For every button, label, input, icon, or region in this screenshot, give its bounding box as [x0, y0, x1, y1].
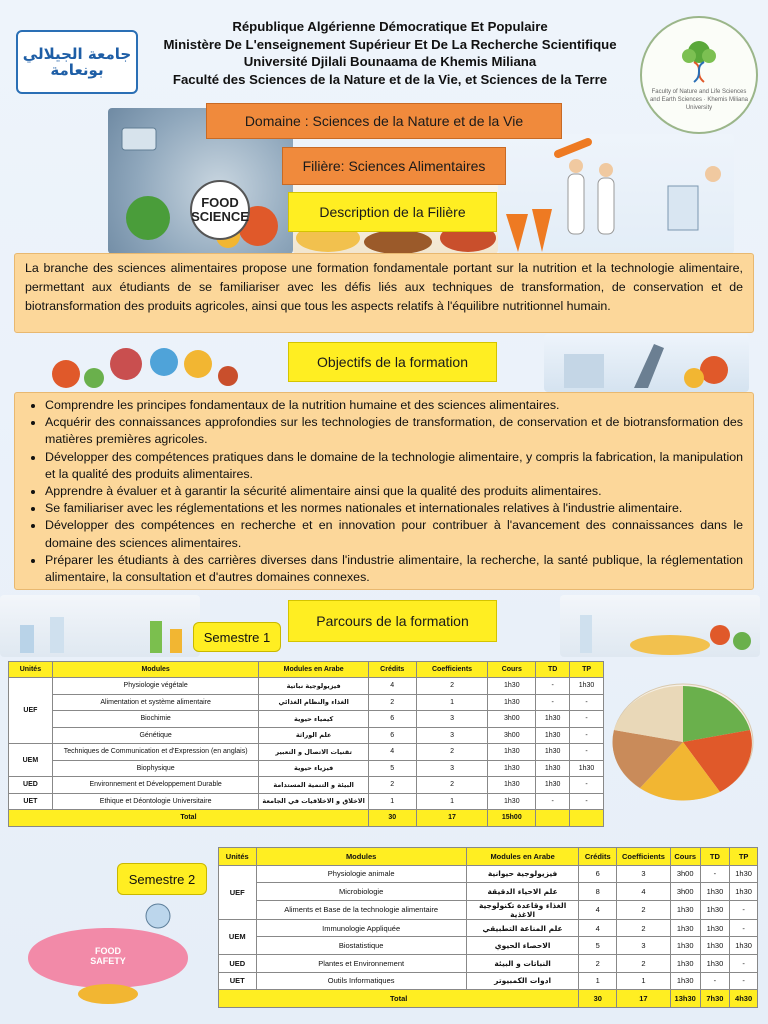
semestre1-header-row — [9, 662, 604, 678]
total-credits-cell: 30 — [579, 990, 617, 1008]
coef-cell: 1 — [416, 694, 488, 711]
tp-cell: 1h30 — [730, 937, 758, 955]
td-cell: 1h30 — [700, 954, 730, 972]
module-cell: Environnement et Développement Durable — [52, 777, 259, 794]
arabe-cell: كيمياء حيوية — [259, 711, 368, 728]
column-header: Crédits — [368, 662, 416, 678]
module-cell: Biophysique — [52, 760, 259, 777]
total-tp-cell: 4h30 — [730, 990, 758, 1008]
food-products-illustration — [560, 595, 760, 657]
logo-ring-text: Faculty of Nature and Life Sciences and Earth Sciences · Khemis Miliana University — [649, 89, 749, 111]
td-cell: 1h30 — [700, 883, 730, 901]
table-row — [9, 678, 604, 695]
column-header: Cours — [488, 662, 536, 678]
module-cell: Physiologie animale — [256, 865, 466, 883]
td-cell: 1h30 — [536, 711, 570, 728]
dna-tree-icon — [674, 38, 724, 88]
objectifs-panel — [14, 392, 754, 590]
table-row — [219, 972, 758, 990]
cours-cell: 1h30 — [488, 760, 536, 777]
unit-cell: UED — [219, 954, 257, 972]
credits-cell: 6 — [368, 711, 416, 728]
nutrition-icons-illustration — [44, 334, 240, 392]
arabe-cell: الاحصاء الحيوي — [466, 937, 579, 955]
food-products-icon — [560, 595, 760, 657]
cours-cell: 1h30 — [488, 744, 536, 761]
cours-cell: 1h30 — [488, 678, 536, 695]
arabe-cell: البيئة و التنمية المستدامة — [259, 777, 368, 794]
td-cell: 1h30 — [536, 760, 570, 777]
column-header: TD — [700, 848, 730, 866]
arabe-cell: علم الاحياء الدقيقة — [466, 883, 579, 901]
column-header: Crédits — [579, 848, 617, 866]
credits-cell: 4 — [368, 678, 416, 695]
module-cell: Microbiologie — [256, 883, 466, 901]
arabe-cell: الاخلاق و الاخلاقيات في الجامعة — [259, 793, 368, 810]
lab-glassware-illustration — [0, 595, 200, 657]
arabe-cell: علم الوراثة — [259, 727, 368, 744]
module-cell: Immunologie Appliquée — [256, 919, 466, 937]
column-header: Coefficients — [416, 662, 488, 678]
objectif-item: • Se familiariser avec les réglementations et les normes nationales et internationales relatives à l'industrie alimentaire. — [45, 500, 743, 517]
objectif-item: • Développer des compétences en recherche et en innovation pour contribuer à l'avancement des connaissances dans le domaine des sciences alimentaires. — [45, 517, 743, 551]
table-row — [219, 865, 758, 883]
description-title: Description de la Filière — [288, 192, 497, 232]
column-header: TP — [570, 662, 604, 678]
table-row — [9, 694, 604, 711]
cours-cell: 1h30 — [670, 954, 700, 972]
nutrition-icons — [44, 334, 240, 392]
td-cell: 1h30 — [536, 777, 570, 794]
cours-cell: 1h30 — [670, 937, 700, 955]
food-plate-icon — [610, 680, 756, 804]
cours-cell: 1h30 — [670, 900, 700, 919]
column-header: TP — [730, 848, 758, 866]
header-line-ministry: Ministère De L'enseignement Supérieur Et De La Recherche Scientifique — [163, 36, 617, 52]
arabe-cell: علم المناعة التطبيقي — [466, 919, 579, 937]
td-cell: 1h30 — [700, 919, 730, 937]
module-cell: Alimentation et système alimentaire — [52, 694, 259, 711]
table-row — [9, 744, 604, 761]
module-cell: Biochimie — [52, 711, 259, 728]
tp-cell: 1h30 — [570, 678, 604, 695]
objectifs-list — [15, 393, 753, 590]
coef-cell: 2 — [416, 678, 488, 695]
coef-cell: 3 — [416, 727, 488, 744]
tp-cell: 1h30 — [730, 883, 758, 901]
tp-cell: - — [570, 727, 604, 744]
objectif-item: • Apprendre à évaluer et à garantir la sécurité alimentaire ainsi que la qualité des produits alimentaires. — [45, 483, 743, 500]
description-panel — [14, 253, 754, 333]
arabe-cell: فيزيولوجية نباتية — [259, 678, 368, 695]
table-row — [219, 937, 758, 955]
cours-cell: 1h30 — [488, 777, 536, 794]
td-cell: - — [536, 793, 570, 810]
credits-cell: 4 — [368, 744, 416, 761]
coef-cell: 1 — [617, 972, 671, 990]
coef-cell: 4 — [617, 883, 671, 901]
credits-cell: 8 — [579, 883, 617, 901]
arabe-cell: الغذاء وقاعدة تكنولوجية الاغذية — [466, 900, 579, 919]
tp-cell: - — [570, 744, 604, 761]
total-td-cell — [536, 810, 570, 827]
arabe-cell: فيزيولوجية حيوانية — [466, 865, 579, 883]
table-row — [9, 711, 604, 728]
unit-cell: UEF — [9, 678, 53, 744]
module-cell: Physiologie végétale — [52, 678, 259, 695]
table-row — [9, 793, 604, 810]
table-row — [9, 727, 604, 744]
scientists-carrots-icon — [498, 134, 734, 254]
unit-cell: UEM — [219, 919, 257, 954]
tp-cell: 1h30 — [730, 865, 758, 883]
cours-cell: 3h00 — [488, 711, 536, 728]
credits-cell: 6 — [368, 727, 416, 744]
module-cell: Techniques de Communication et d'Expression (en anglais) — [52, 744, 259, 761]
parcours-title: Parcours de la formation — [288, 600, 497, 642]
microscope-icon — [544, 334, 749, 392]
tp-cell: - — [570, 711, 604, 728]
column-header: Modules en Arabe — [259, 662, 368, 678]
coef-cell: 3 — [617, 937, 671, 955]
module-cell: Biostatistique — [256, 937, 466, 955]
total-credits-cell: 30 — [368, 810, 416, 827]
credits-cell: 5 — [579, 937, 617, 955]
scientists-illustration — [498, 134, 734, 254]
credits-cell: 2 — [368, 777, 416, 794]
cours-cell: 1h30 — [488, 793, 536, 810]
td-cell: 1h30 — [536, 727, 570, 744]
credits-cell: 1 — [368, 793, 416, 810]
credits-cell: 1 — [579, 972, 617, 990]
cours-cell: 3h00 — [670, 883, 700, 901]
food-safety-badge: FOOD SAFETY — [90, 946, 126, 966]
column-header: Unités — [9, 662, 53, 678]
header-block — [140, 18, 640, 88]
total-row — [9, 810, 604, 827]
column-header: TD — [536, 662, 570, 678]
arabe-cell: الغذاء والنظام الغذائي — [259, 694, 368, 711]
objectif-item: • Préparer les étudiants à des carrières diverses dans l'industrie alimentaire, la recherche, la santé publique, la réglementation alimentaire, la consultation et d'autres domaines connexes. — [45, 552, 743, 586]
coef-cell: 1 — [416, 793, 488, 810]
unit-cell: UEM — [9, 744, 53, 777]
coef-cell: 3 — [416, 760, 488, 777]
column-header: Unités — [219, 848, 257, 866]
credits-cell: 5 — [368, 760, 416, 777]
total-row — [219, 990, 758, 1008]
table-row — [219, 900, 758, 919]
domain-label: Domaine : Sciences de la Nature et de la Vie — [206, 103, 562, 139]
logo-arabic-line2: بونعامة — [50, 61, 104, 79]
header-line-faculty: Faculté des Sciences de la Nature et de la Vie, et Sciences de la Terre — [172, 71, 608, 87]
tp-cell: - — [570, 694, 604, 711]
table-row — [9, 777, 604, 794]
cours-cell: 3h00 — [488, 727, 536, 744]
td-cell: 1h30 — [536, 744, 570, 761]
total-coef-cell: 17 — [416, 810, 488, 827]
objectifs-title: Objectifs de la formation — [288, 342, 497, 382]
filiere-label: Filière: Sciences Alimentaires — [282, 147, 506, 185]
credits-cell: 4 — [579, 900, 617, 919]
total-coef-cell: 17 — [617, 990, 671, 1008]
tp-cell: - — [570, 793, 604, 810]
tp-cell: - — [730, 919, 758, 937]
td-cell: - — [700, 865, 730, 883]
arabe-cell: فيزياء حيوية — [259, 760, 368, 777]
objectif-item: • Comprendre les principes fondamentaux de la nutrition humaine et des sciences alimentaires. — [45, 397, 743, 414]
semestre2-header-row — [219, 848, 758, 866]
credits-cell: 2 — [579, 954, 617, 972]
cours-cell: 3h00 — [670, 865, 700, 883]
unit-cell: UEF — [219, 865, 257, 919]
tp-cell: - — [730, 954, 758, 972]
column-header: Modules — [52, 662, 259, 678]
header-line-university: Université Djilali Bounaama de Khemis Miliana — [243, 54, 537, 69]
column-header: Modules en Arabe — [466, 848, 579, 866]
table-row — [219, 919, 758, 937]
total-label: Total — [219, 990, 579, 1008]
total-tp-cell — [570, 810, 604, 827]
td-cell: 1h30 — [700, 900, 730, 919]
coef-cell: 3 — [416, 711, 488, 728]
header-line-republic: République Algérienne Démocratique Et Populaire — [232, 19, 548, 34]
total-td-cell: 7h30 — [700, 990, 730, 1008]
description-text: La branche des sciences alimentaires propose une formation fondamentale portant sur la nutrition et la technologie alimentaire, permettant aux étudiants de se familiariser avec les défis liés aux techniques de transformation, de conservation et de biotransformation des produits agricoles, ainsi que tous les aspects relatifs à l'équilibre nutritionnel humain. — [25, 261, 743, 313]
module-cell: Outils Informatiques — [256, 972, 466, 990]
semestre1-label: Semestre 1 — [193, 622, 281, 652]
food-plate-illustration — [610, 680, 756, 804]
total-cours-cell: 15h00 — [488, 810, 536, 827]
column-header: Coefficients — [617, 848, 671, 866]
tp-cell: 1h30 — [570, 760, 604, 777]
coef-cell: 2 — [416, 744, 488, 761]
module-cell: Génétique — [52, 727, 259, 744]
td-cell: 1h30 — [700, 937, 730, 955]
column-header: Cours — [670, 848, 700, 866]
objectif-item: • Acquérir des connaissances approfondies sur les technologies de transformation, de conservation et de biotransformation des matières premières agricoles. — [45, 414, 743, 448]
td-cell: - — [700, 972, 730, 990]
arabe-cell: ادوات الكمبيوتر — [466, 972, 579, 990]
logo-arabic-line1: جامعة الجيلالي — [22, 45, 132, 63]
unit-cell: UET — [219, 972, 257, 990]
food-science-badge: FOOD SCIENCE — [190, 180, 250, 240]
credits-cell: 2 — [368, 694, 416, 711]
tp-cell: - — [730, 900, 758, 919]
unit-cell: UET — [9, 793, 53, 810]
table-row — [219, 883, 758, 901]
semestre1-table — [8, 661, 604, 827]
total-label: Total — [9, 810, 369, 827]
coef-cell: 2 — [617, 919, 671, 937]
total-cours-cell: 13h30 — [670, 990, 700, 1008]
semestre2-table — [218, 847, 758, 1008]
university-logo-left — [16, 30, 138, 94]
td-cell: - — [536, 694, 570, 711]
coef-cell: 2 — [416, 777, 488, 794]
module-cell: Aliments et Base de la technologie alimentaire — [256, 900, 466, 919]
cours-cell: 1h30 — [670, 972, 700, 990]
column-header: Modules — [256, 848, 466, 866]
cours-cell: 1h30 — [488, 694, 536, 711]
semestre2-label: Semestre 2 — [117, 863, 207, 895]
cours-cell: 1h30 — [670, 919, 700, 937]
table-row — [219, 954, 758, 972]
coef-cell: 2 — [617, 954, 671, 972]
lab-illustration — [544, 334, 749, 392]
credits-cell: 6 — [579, 865, 617, 883]
tp-cell: - — [730, 972, 758, 990]
td-cell: - — [536, 678, 570, 695]
unit-cell: UED — [9, 777, 53, 794]
coef-cell: 2 — [617, 900, 671, 919]
tp-cell: - — [570, 777, 604, 794]
food-safety-illustration — [8, 898, 208, 1018]
table-row — [9, 760, 604, 777]
module-cell: Plantes et Environnement — [256, 954, 466, 972]
arabe-cell: النباتات و البيئة — [466, 954, 579, 972]
module-cell: Ethique et Déontologie Universitaire — [52, 793, 259, 810]
faculty-logo-right — [640, 16, 758, 134]
arabe-cell: تقنيات الاتصال و التعبير — [259, 744, 368, 761]
coef-cell: 3 — [617, 865, 671, 883]
credits-cell: 4 — [579, 919, 617, 937]
objectif-item: • Développer des compétences pratiques dans le domaine de la technologie alimentaire, y compris la fabrication, la manipulation et la qualité des produits alimentaires. — [45, 449, 743, 483]
glassware-icon — [0, 595, 200, 657]
